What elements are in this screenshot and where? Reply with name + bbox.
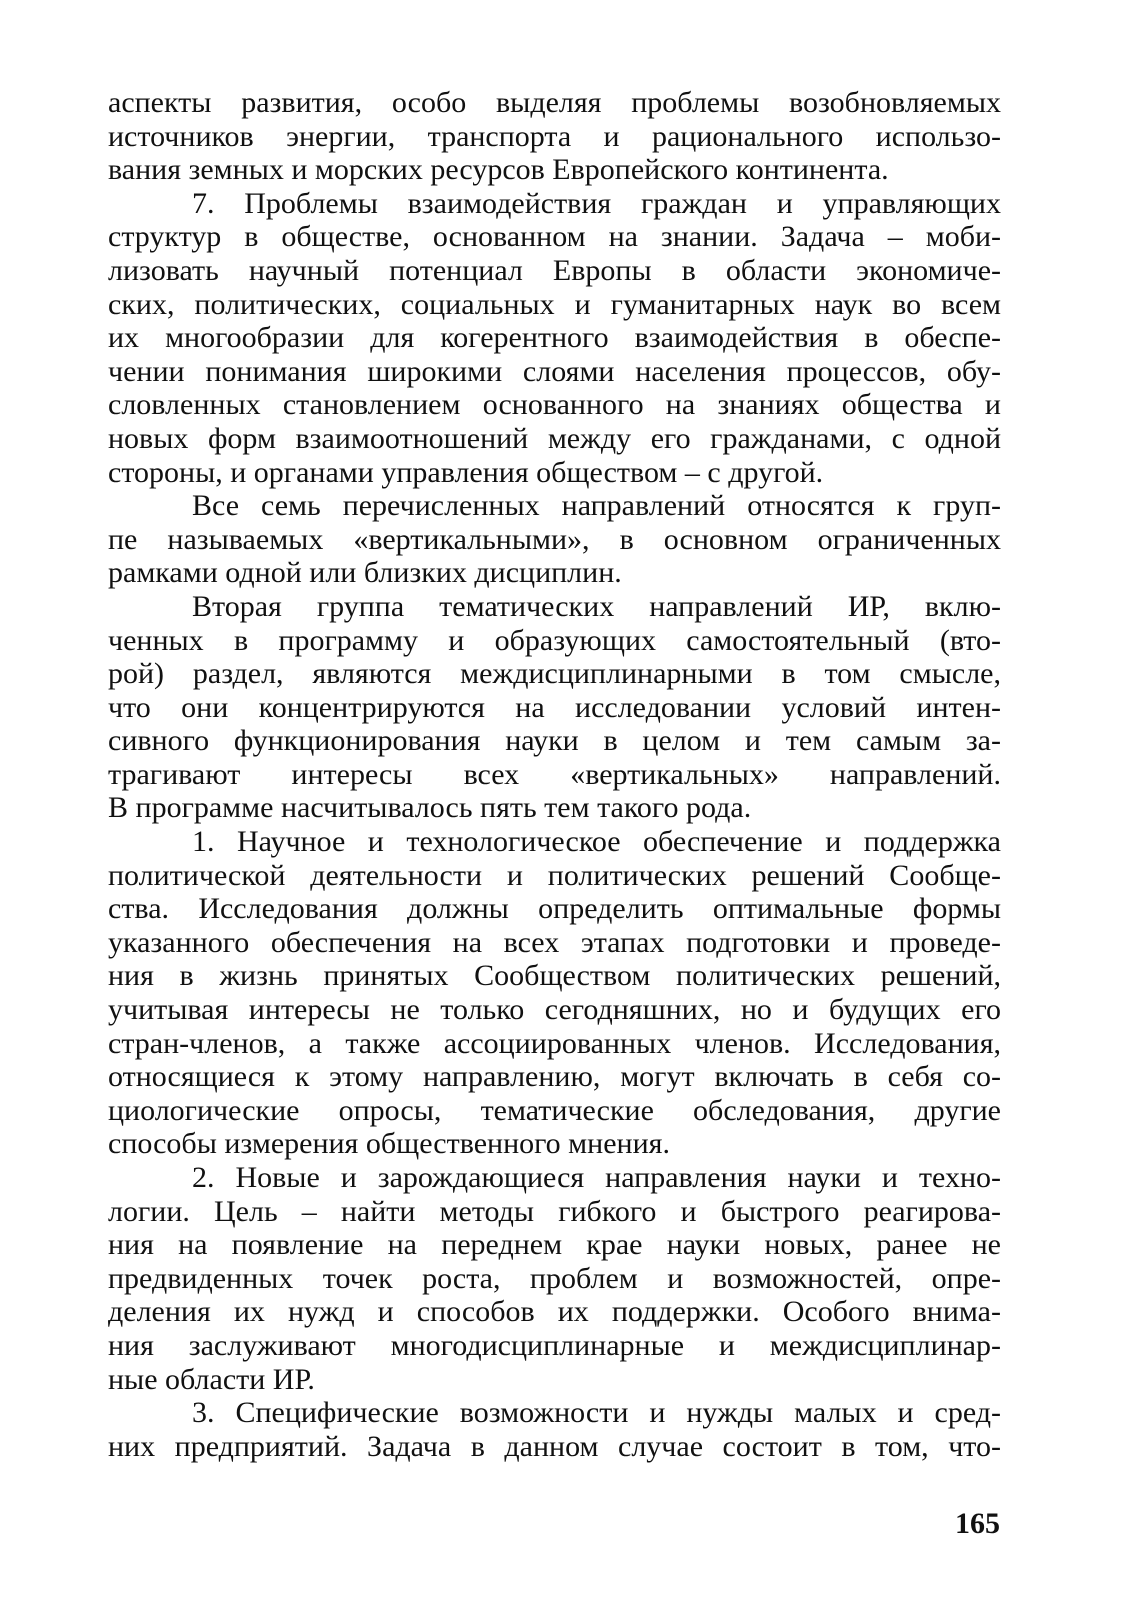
text-line: источников энергии, транспорта и рационального использо- (108, 119, 1001, 153)
text-line: аспекты развития, особо выделяя проблемы возобновляемых (108, 86, 1001, 119)
text-line: лизовать научный потенциал Европы в области экономиче- (108, 253, 1001, 287)
text-line: циологические опросы, тематические обследования, другие (108, 1093, 1001, 1127)
text-line: вания земных и морских ресурсов Европейского континента. (108, 153, 889, 187)
text-line: стороны, и органами управления обществом – с другой. (108, 455, 824, 489)
text-line: рой) раздел, являются междисциплинарными в том смысле, (108, 657, 1001, 691)
page-body (108, 86, 1001, 1526)
page-number: 165 (955, 1507, 1000, 1540)
text-line: новых форм взаимоотношений между его гражданами, с одной (108, 421, 1001, 455)
paragraph (108, 1396, 1001, 1463)
text-line: относящиеся к этому направлению, могут включать в себя со- (108, 1060, 1001, 1094)
paragraph (108, 825, 1001, 1161)
text-line: рамками одной или близких дисциплин. (108, 556, 622, 590)
text-line: ния заслуживают многодисциплинарные и междисциплинар- (108, 1328, 1001, 1362)
paragraph (108, 489, 1001, 590)
text-line: учитывая интересы не только сегодняшних, но и будущих его (108, 993, 1001, 1027)
text-line: их многообразии для когерентного взаимодействия в обеспе- (108, 321, 1001, 355)
text-line: логии. Цель – найти методы гибкого и быстрого реагирова- (108, 1194, 1001, 1228)
paragraph (108, 590, 1001, 825)
text-line: 2. Новые и зарождающиеся направления науки и техно- (192, 1161, 1001, 1194)
text-line: деления их нужд и способов их поддержки. Особого внима- (108, 1295, 1001, 1329)
paragraph (108, 86, 1001, 187)
body-text (108, 86, 1001, 1463)
text-line: 3. Специфические возможности и нужды малых и сред- (192, 1396, 1001, 1430)
text-line: чении понимания широкими слоями населения процессов, обу- (108, 354, 1001, 388)
text-line: трагивают интересы всех «вертикальных» направлений. (108, 757, 1001, 791)
text-line: ния на появление на переднем крае науки новых, ранее не (108, 1228, 1001, 1262)
text-line: сивного функционирования науки в целом и тем самым за- (108, 724, 1001, 758)
text-line: стран-членов, а также ассоциированных членов. Исследования, (108, 1026, 1001, 1060)
text-line: 1. Научное и технологическое обеспечение и поддержка (192, 825, 1001, 859)
text-line: структур в обществе, основанном на знании. Задача – моби- (108, 220, 1001, 254)
text-line: что они концентрируются на исследовании условий интен- (108, 690, 1001, 724)
text-line: В программе насчитывалось пять тем такого рода. (108, 791, 752, 825)
text-line: предвиденных точек роста, проблем и возможностей, опре- (108, 1261, 1001, 1295)
text-line: пе называемых «вертикальными», в основном ограниченных (108, 522, 1001, 556)
text-line: Вторая группа тематических направлений ИР, вклю- (192, 589, 1001, 623)
text-line: ских, политических, социальных и гуманитарных наук во всем (108, 287, 1001, 321)
text-line: ства. Исследования должны определить оптимальные формы (108, 892, 1001, 926)
text-line: указанного обеспечения на всех этапах подготовки и проведе- (108, 925, 1001, 959)
text-line: 7. Проблемы взаимодействия граждан и управляющих (192, 186, 1001, 220)
text-line: Все семь перечисленных направлений относятся к груп- (192, 489, 1001, 523)
text-line: ные области ИР. (108, 1362, 315, 1396)
text-line: ченных в программу и образующих самостоятельный (вто- (108, 623, 1001, 657)
text-line: способы измерения общественного мнения. (108, 1127, 670, 1161)
text-line: политической деятельности и политических решений Сообще- (108, 858, 1001, 892)
text-line: словленных становлением основанного на знаниях общества и (108, 388, 1001, 422)
paragraph (108, 1161, 1001, 1396)
text-line: ния в жизнь принятых Сообществом политических решений, (108, 959, 1001, 993)
paragraph (108, 187, 1001, 489)
text-line: них предприятий. Задача в данном случае состоит в том, что- (108, 1429, 1001, 1463)
